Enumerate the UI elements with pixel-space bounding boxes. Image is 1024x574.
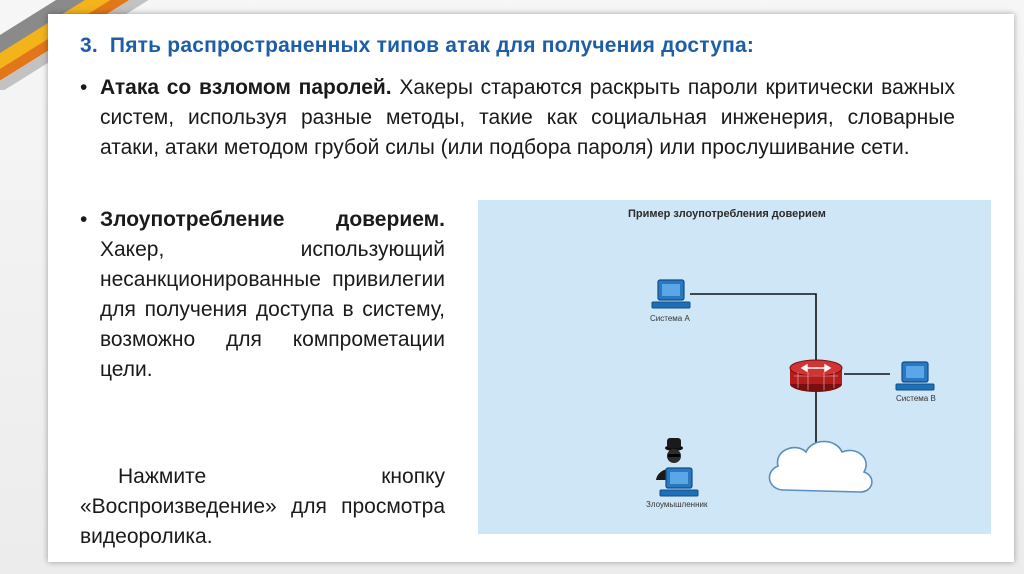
bullet-body: Хакеры стараются раскрыть пароли критически важных систем, используя разные методы, такие как социальная инженерия, словарные атаки, атаки методом грубой силы (или подбора пароля) или прослушивание сети. <box>100 76 955 159</box>
link-system-a-router <box>690 294 816 362</box>
system-b-computer-icon <box>896 362 934 390</box>
slide-title <box>80 34 754 58</box>
bullet-body: Хакер, использующий несанкционированные привилегии для получения доступа в систему, возможно для компрометации цели. <box>100 238 445 381</box>
bullet-text <box>100 205 445 385</box>
label-attacker: Злоумышленник <box>646 500 708 509</box>
play-video-note: Нажмите кнопку «Воспроизведение» для просмотра видеоролика. <box>80 465 445 548</box>
system-a-computer-icon <box>652 280 690 308</box>
cloud-icon <box>769 442 871 493</box>
bullet-heading: Злоупотребление доверием. <box>100 208 445 231</box>
router-icon <box>790 360 842 392</box>
bullet-marker: • <box>80 76 88 99</box>
title-number: 3. <box>80 34 98 57</box>
title-text: Пять распространенных типов атак для получения доступа: <box>109 34 755 57</box>
network-diagram-graphic <box>478 200 991 534</box>
bullet-marker: • <box>80 208 88 231</box>
label-system-b: Система B <box>896 394 936 403</box>
attacker-icon <box>656 438 698 496</box>
bullet-text <box>100 73 955 163</box>
bullet-heading: Атака со взломом паролей. <box>100 76 392 99</box>
trust-exploitation-diagram[interactable] <box>478 200 991 534</box>
diagram-title: Пример злоупотребления доверием <box>628 208 826 220</box>
label-system-a: Система A <box>650 314 690 323</box>
